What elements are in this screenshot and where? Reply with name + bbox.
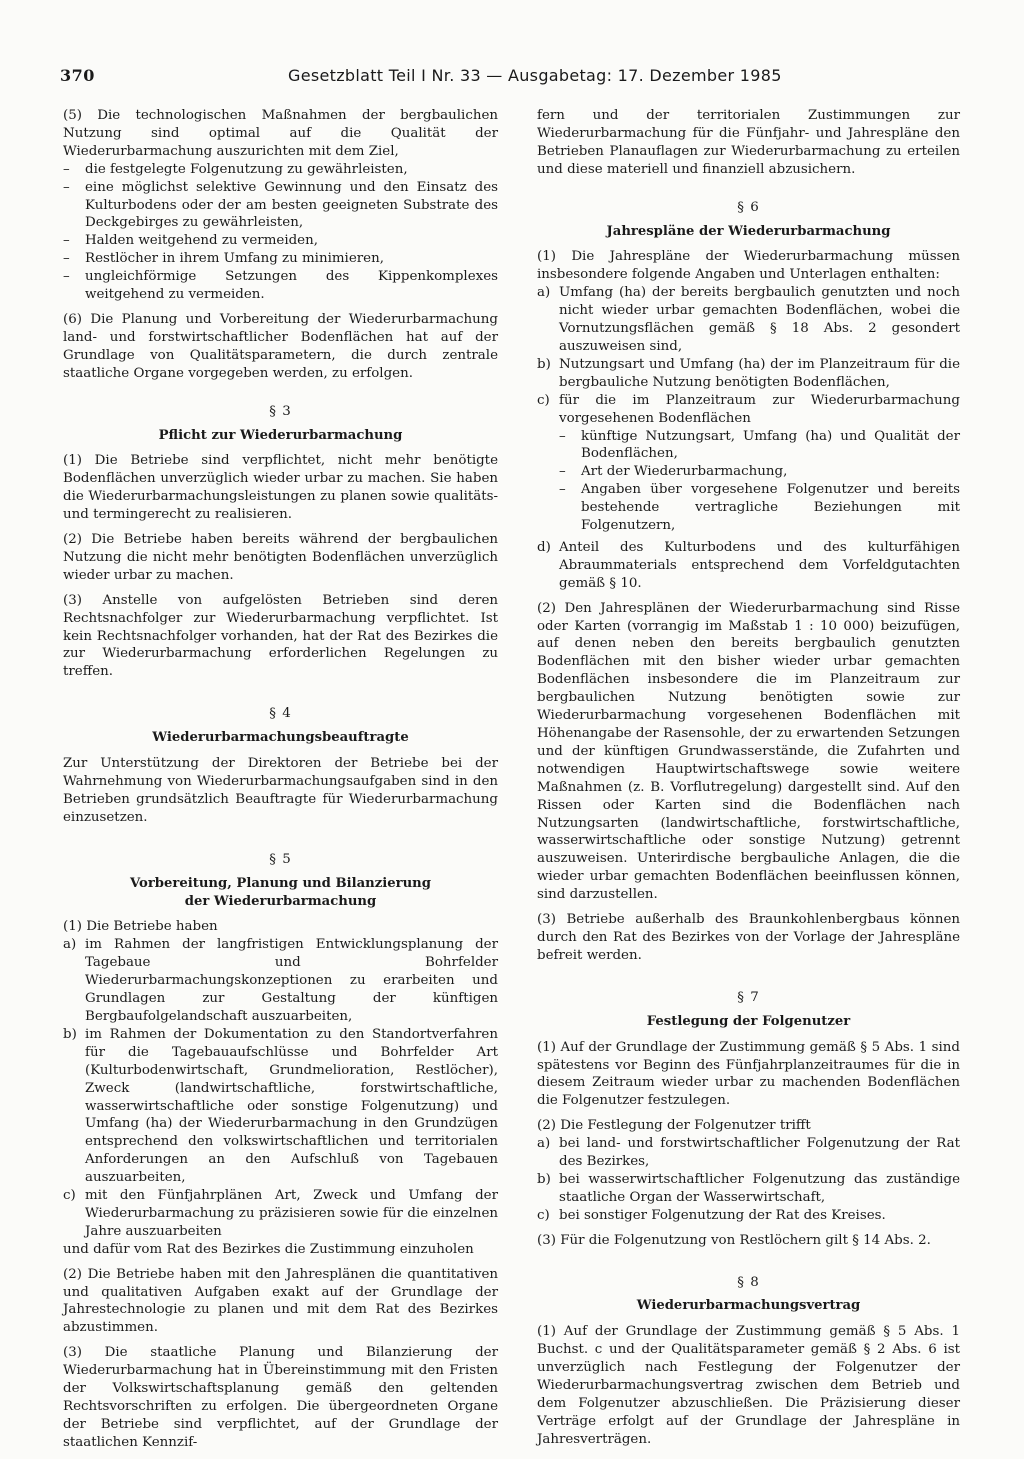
list-item-text: Art der Wiederurbarmachung,	[581, 464, 788, 480]
list-item	[63, 179, 498, 233]
page-header	[60, 66, 940, 90]
list-marker: b)	[63, 1026, 77, 1042]
page-number: 370	[60, 66, 95, 85]
list-item-text: bei land- und forstwirtschaftlicher Folgenutzung der Rat des Bezirkes,	[559, 1136, 960, 1170]
section-5-sign: § 5	[269, 851, 292, 867]
list-item-text: Restlöcher in ihrem Umfang zu minimieren,	[85, 251, 384, 267]
paragraph-7-2-intro: (2) Die Festlegung der Folgenutzer trifft	[537, 1118, 811, 1134]
paragraph-2-5-intro: (5) Die technologischen Maßnahmen der bergbaulichen Nutzung sind optimal auf die Qualität der Wiederurbarmachung auszurichten mit dem Ziel,	[63, 108, 498, 159]
paragraph-6-3: (3) Betriebe außerhalb des Braunkohlenbergbaus können durch den Rat des Bezirkes von der Vorlage der Jahrespläne befreit werden.	[537, 912, 960, 963]
list-item-text: die festgelegte Folgenutzung zu gewährleisten,	[85, 161, 408, 177]
sub-list-item	[537, 428, 960, 464]
dash-marker: –	[559, 482, 566, 498]
section-7-sign: § 7	[737, 989, 760, 1005]
list-item-text: eine möglichst selektive Gewinnung und den Einsatz des Kulturbodens oder der am besten geeigneten Substrate des Deckgebirges zu gewährleisten,	[85, 179, 498, 231]
list-marker: d)	[537, 539, 551, 555]
list-marker: a)	[537, 285, 551, 301]
list-item	[63, 268, 498, 304]
list-item	[537, 1171, 960, 1207]
section-8-title: Wiederurbarmachungsvertrag	[636, 1298, 861, 1314]
list-item	[537, 539, 960, 593]
dash-marker: –	[63, 179, 70, 195]
list-item-text: im Rahmen der Dokumentation zu den Standortverfahren für die Tagebauaufschlüsse und Bohrfelder Art (Kulturbodenwirtschaft, Grundmelioration, Restlöcher), Zweck (landwirtschaftliche, forstwirtschaftliche, wasserwirtschaftliche oder sonstige Folgenutzung) und Umfang (ha) der Wiederurbarmachung in den Grundzügen entsprechend den volkswirtschaftlichen und territorialen Anforderungen an den Aufschluß von Tagebauen auszuarbeiten,	[85, 1026, 498, 1186]
list-marker: c)	[63, 1188, 76, 1204]
dash-marker: –	[63, 233, 70, 249]
paragraph-7-1: (1) Auf der Grundlage der Zustimmung gemäß § 5 Abs. 1 sind spätestens vor Beginn des Fünfjahrplanzeitraumes für die in diesem Zeitraum wieder urbar zu machenden Bodenflächen die Folgenutzer festzulegen.	[537, 1039, 960, 1109]
list-item	[537, 356, 960, 392]
list-item	[63, 232, 498, 250]
paragraph-3-2: (2) Die Betriebe haben bereits während der bergbaulichen Nutzung die nicht mehr benötigten Bodenflächen unverzüglich wieder urbar zu machen.	[63, 532, 498, 583]
dash-marker: –	[559, 428, 566, 444]
list-item-text: Halden weitgehend zu vermeiden,	[85, 233, 318, 249]
section-6-title: Jahrespläne der Wiederurbarmachung	[606, 223, 891, 239]
section-8-sign: § 8	[737, 1274, 760, 1290]
running-title: Gesetzblatt Teil I Nr. 33 — Ausgabetag: 17. Dezember 1985	[288, 66, 782, 85]
list-item	[537, 1135, 960, 1171]
paragraph-5-3: (3) Die staatliche Planung und Bilanzierung der Wiederurbarmachung hat in Übereinstimmung mit den Fristen der Volkswirtschaftsplanung gemäß den geltenden Rechtsvorschriften zu erfolgen. Die übergeordneten Organe der Betriebe sind verpflichtet, auf der Grundlage der staatlichen Kennzif-	[63, 1345, 498, 1450]
section-5-title-line-1: Vorbereitung, Planung und Bilanzierung	[130, 875, 431, 891]
dash-marker: –	[63, 161, 70, 177]
sub-list-item	[537, 481, 960, 535]
paragraph-5-2: (2) Die Betriebe haben mit den Jahresplänen die quantitativen und qualitativen Aufgaben exakt auf der Grundlage der Jahrestechnologie zu planen und mit dem Rat des Bezirkes abzustimmen.	[63, 1266, 498, 1336]
paragraph-3-3: (3) Anstelle von aufgelösten Betrieben sind deren Rechtsnachfolger zur Wiederurbarmachung verpflichtet. Ist kein Rechtsnachfolger vorhanden, hat der Rat des Bezirkes die zur Wiederurbarmachung erforderlichen Regelungen zu treffen.	[63, 592, 498, 680]
list-item	[63, 936, 498, 1026]
section-4-title: Wiederurbarmachungsbeauftragte	[152, 730, 409, 746]
list-item-text: ungleichförmige Setzungen des Kippenkomplexes weitgehend zu vermeiden.	[85, 269, 498, 303]
list-marker: a)	[537, 1136, 551, 1152]
paragraph-6-2: (2) Den Jahresplänen der Wiederurbarmachung sind Risse oder Karten (vorrangig im Maßstab 1 : 10 000) beizufügen, auf denen neben den bereits bergbaulich genutzten Bodenflächen mit den bisher wieder urbar gemachten Bodenflächen insbesondere die im Planzeitraum zur bergbaulichen Nutzung benötigten sowie zur Wiederurbarmachung vorgesehenen Bodenflächen mit Höhenangabe der Rasensohle, der zu erwartenden Setzungen und der künftigen Grundwasserstände, die Zufahrten und notwendigen Hauptwirtschaftswege sowie weitere Maßnahmen (z. B. Vorflutregelung) dargestellt sind. Auf den Rissen oder Karten sind die Bodenflächen nach Nutzungsarten (landwirtschaftliche, forstwirtschaftliche, wasserwirtschaftliche oder sonstige Nutzung) getrennt auszuweisen. Unterirdische bergbauliche Anlagen, die die wieder urbar gemachten Bodenflächen beeinflussen können, sind darzustellen.	[537, 600, 960, 903]
paragraph-4: Zur Unterstützung der Direktoren der Betriebe bei der Wahrnehmung von Wiederurbarmachungsaufgaben sind in den Betrieben grundsätzlich Beauftragte für Wiederurbarmachung einzusetzen.	[63, 756, 498, 825]
list-marker: a)	[63, 937, 77, 953]
dash-marker: –	[63, 269, 70, 285]
dash-marker: –	[63, 251, 70, 267]
list-item	[63, 161, 498, 179]
section-3-title: Pflicht zur Wiederurbarmachung	[158, 427, 403, 443]
list-item	[63, 1187, 498, 1241]
left-column	[63, 107, 498, 1459]
section-6-sign: § 6	[737, 199, 760, 215]
right-column	[537, 107, 960, 1456]
list-item	[537, 1207, 960, 1225]
list-item-text: Umfang (ha) der bereits bergbaulich genutzten und noch nicht wieder urbar gemachten Bodenflächen, wobei die Vornutzungsflächen gemäß § 18 Abs. 2 gesondert auszuweisen sind,	[559, 285, 960, 354]
paragraph-7-3: (3) Für die Folgenutzung von Restlöchern gilt § 14 Abs. 2.	[537, 1232, 931, 1248]
sub-list-item	[537, 463, 960, 481]
list-item-text: mit den Fünfjahrplänen Art, Zweck und Umfang der Wiederurbarmachung zu präzisieren sowie für die einzelnen Jahre auszuarbeiten	[85, 1188, 498, 1239]
list-marker: c)	[537, 392, 550, 408]
list-item-text: Nutzungsart und Umfang (ha) der im Planzeitraum für die bergbauliche Nutzung benötigten Bodenflächen,	[559, 356, 960, 390]
list-marker: b)	[537, 356, 551, 372]
paragraph-8-1: (1) Auf der Grundlage der Zustimmung gemäß § 5 Abs. 1 Buchst. c und der Qualitätsparameter gemäß § 2 Abs. 6 ist unverzüglich nach Festlegung der Folgenutzer der Wiederurbarmachungsvertrag zwischen dem Betrieb und dem Folgenutzer abzuschließen. Die Präzisierung dieser Verträge erfolgt auf der Grundlage der Jahrespläne in Jahresverträgen.	[537, 1324, 960, 1447]
list-item-text: bei wasserwirtschaftlicher Folgenutzung das zuständige staatliche Organ der Wasserwirtschaft,	[559, 1171, 960, 1205]
list-marker: c)	[537, 1207, 550, 1223]
section-7-title: Festlegung der Folgenutzer	[646, 1013, 851, 1029]
list-item-text: bei sonstiger Folgenutzung der Rat des Kreises.	[559, 1207, 886, 1223]
list-item-text: künftige Nutzungsart, Umfang (ha) und Qualität der Bodenflächen,	[581, 428, 960, 462]
list-item-text: für die im Planzeitraum zur Wiederurbarmachung vorgesehenen Bodenflächen	[559, 392, 960, 426]
paragraph-6-1-intro: (1) Die Jahrespläne der Wiederurbarmachung müssen insbesondere folgende Angaben und Unterlagen enthalten:	[537, 249, 960, 283]
list-item	[63, 250, 498, 268]
list-item-text: Anteil des Kulturbodens und des kulturfähigen Abraummaterials entsprechend dem Vorfeldgutachten gemäß § 10.	[559, 539, 960, 591]
list-item	[63, 1026, 498, 1187]
section-3-sign: § 3	[269, 403, 292, 419]
dash-marker: –	[559, 464, 566, 480]
paragraph-5-3-continued: fern und der territorialen Zustimmungen zur Wiederurbarmachung für die Fünfjahr- und Jahrespläne den Betrieben Planauflagen zur Wiederurbarmachung zu erteilen und diese materiell und finanziell abzusichern.	[537, 108, 960, 177]
list-item-text: im Rahmen der langfristigen Entwicklungsplanung der Tagebaue und Bohrfelder Wiederurbarmachungskonzeptionen zu erarbeiten und Grundlagen zur Gestaltung der künftigen Bergbaufolgelandschaft auszuarbeiten,	[85, 937, 498, 1024]
section-5-title-line-2: der Wiederurbarmachung	[184, 893, 377, 909]
list-item	[537, 392, 960, 428]
list-item	[537, 284, 960, 356]
paragraph-5-1-outro: und dafür vom Rat des Bezirkes die Zustimmung einzuholen	[63, 1241, 474, 1257]
paragraph-2-6: (6) Die Planung und Vorbereitung der Wiederurbarmachung land- und forstwirtschaftlicher Bodenflächen hat auf der Grundlage von Qualitätsparametern, die durch zentrale staatliche Organe vorgegeben werden, zu erfolgen.	[63, 311, 498, 381]
paragraph-5-1-intro: (1) Die Betriebe haben	[63, 919, 218, 935]
list-item-text: Angaben über vorgesehene Folgenutzer und bereits bestehende vertragliche Beziehungen mit Folgenutzern,	[581, 482, 960, 534]
list-marker: b)	[537, 1171, 551, 1187]
section-4-sign: § 4	[269, 706, 292, 722]
paragraph-3-1: (1) Die Betriebe sind verpflichtet, nicht mehr benötigte Bodenflächen unverzüglich wieder urbar zu machen. Sie haben die Wiederurbarmachungsleistungen zu planen sowie qualitäts- und termingerecht zu realisieren.	[63, 453, 498, 523]
